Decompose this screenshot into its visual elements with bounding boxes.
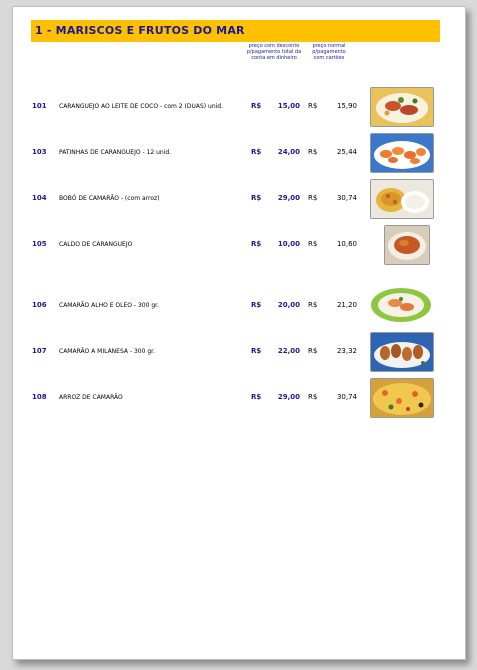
item-code: 108	[32, 393, 47, 401]
normal-price: 30,74	[336, 194, 357, 202]
item-name: CALDO DE CARANGUEJO	[59, 241, 133, 248]
crab-coconut-dish-photo	[370, 87, 434, 127]
discount-currency: R$	[251, 393, 262, 401]
shrimp-rice-photo	[370, 378, 434, 418]
discount-price-column-header: preço com desconto p/pagamento total da conta em dinheiro	[246, 43, 302, 61]
item-name: CAMARÃO A MILANESA - 300 gr.	[59, 348, 155, 355]
item-name: PATINHAS DE CARANGUEJO - 12 unid.	[59, 149, 172, 156]
normal-currency: R$	[308, 347, 318, 355]
normal-currency: R$	[308, 240, 318, 248]
normal-price: 21,20	[336, 301, 357, 309]
normal-price: 15,90	[336, 102, 357, 110]
menu-item-row	[31, 332, 441, 372]
item-code: 106	[32, 301, 47, 309]
normal-currency: R$	[308, 301, 318, 309]
item-code: 107	[32, 347, 47, 355]
item-code: 103	[32, 148, 47, 156]
discount-price: 29,00	[277, 393, 300, 401]
discount-price: 20,00	[277, 301, 300, 309]
discount-currency: R$	[251, 194, 262, 202]
discount-currency: R$	[251, 347, 262, 355]
discount-price: 24,00	[277, 148, 300, 156]
garlic-shrimp-photo	[370, 286, 432, 324]
breaded-shrimp-photo	[370, 332, 434, 372]
menu-item-row	[31, 225, 441, 265]
item-name: CARANGUEJO AO LEITE DE COCO - com 2 (DUAS) unid.	[59, 103, 224, 110]
section-title: 1 - MARISCOS E FRUTOS DO MAR	[35, 24, 245, 37]
item-code: 105	[32, 240, 47, 248]
normal-currency: R$	[308, 102, 318, 110]
normal-price: 23,32	[336, 347, 357, 355]
discount-currency: R$	[251, 301, 262, 309]
item-code: 104	[32, 194, 47, 202]
crab-claws-photo	[370, 133, 434, 173]
discount-currency: R$	[251, 102, 262, 110]
normal-currency: R$	[308, 194, 318, 202]
discount-price: 10,00	[277, 240, 300, 248]
item-code: 101	[32, 102, 47, 110]
discount-price: 15,00	[277, 102, 300, 110]
normal-currency: R$	[308, 148, 318, 156]
normal-price: 25,44	[336, 148, 357, 156]
menu-item-row	[31, 179, 441, 219]
normal-price: 10,60	[336, 240, 357, 248]
menu-item-row	[31, 286, 441, 326]
discount-price: 22,00	[277, 347, 300, 355]
menu-item-row	[31, 87, 441, 127]
item-name: ARROZ DE CAMARÃO	[59, 394, 123, 401]
discount-price: 29,00	[277, 194, 300, 202]
crab-soup-photo	[384, 225, 430, 265]
item-name: CAMARÃO ALHO E OLEO - 300 gr.	[59, 302, 159, 309]
shrimp-bobo-photo	[370, 179, 434, 219]
discount-currency: R$	[251, 240, 262, 248]
item-name: BOBÓ DE CAMARÃO - (com arroz)	[59, 195, 160, 202]
normal-price: 30,74	[336, 393, 357, 401]
normal-currency: R$	[308, 393, 318, 401]
normal-price-column-header: preço normal p/pagamento com cartões	[312, 43, 346, 61]
discount-currency: R$	[251, 148, 262, 156]
menu-item-row	[31, 133, 441, 173]
menu-item-row	[31, 378, 441, 418]
section-header-bar	[31, 20, 440, 42]
menu-page	[12, 6, 466, 660]
